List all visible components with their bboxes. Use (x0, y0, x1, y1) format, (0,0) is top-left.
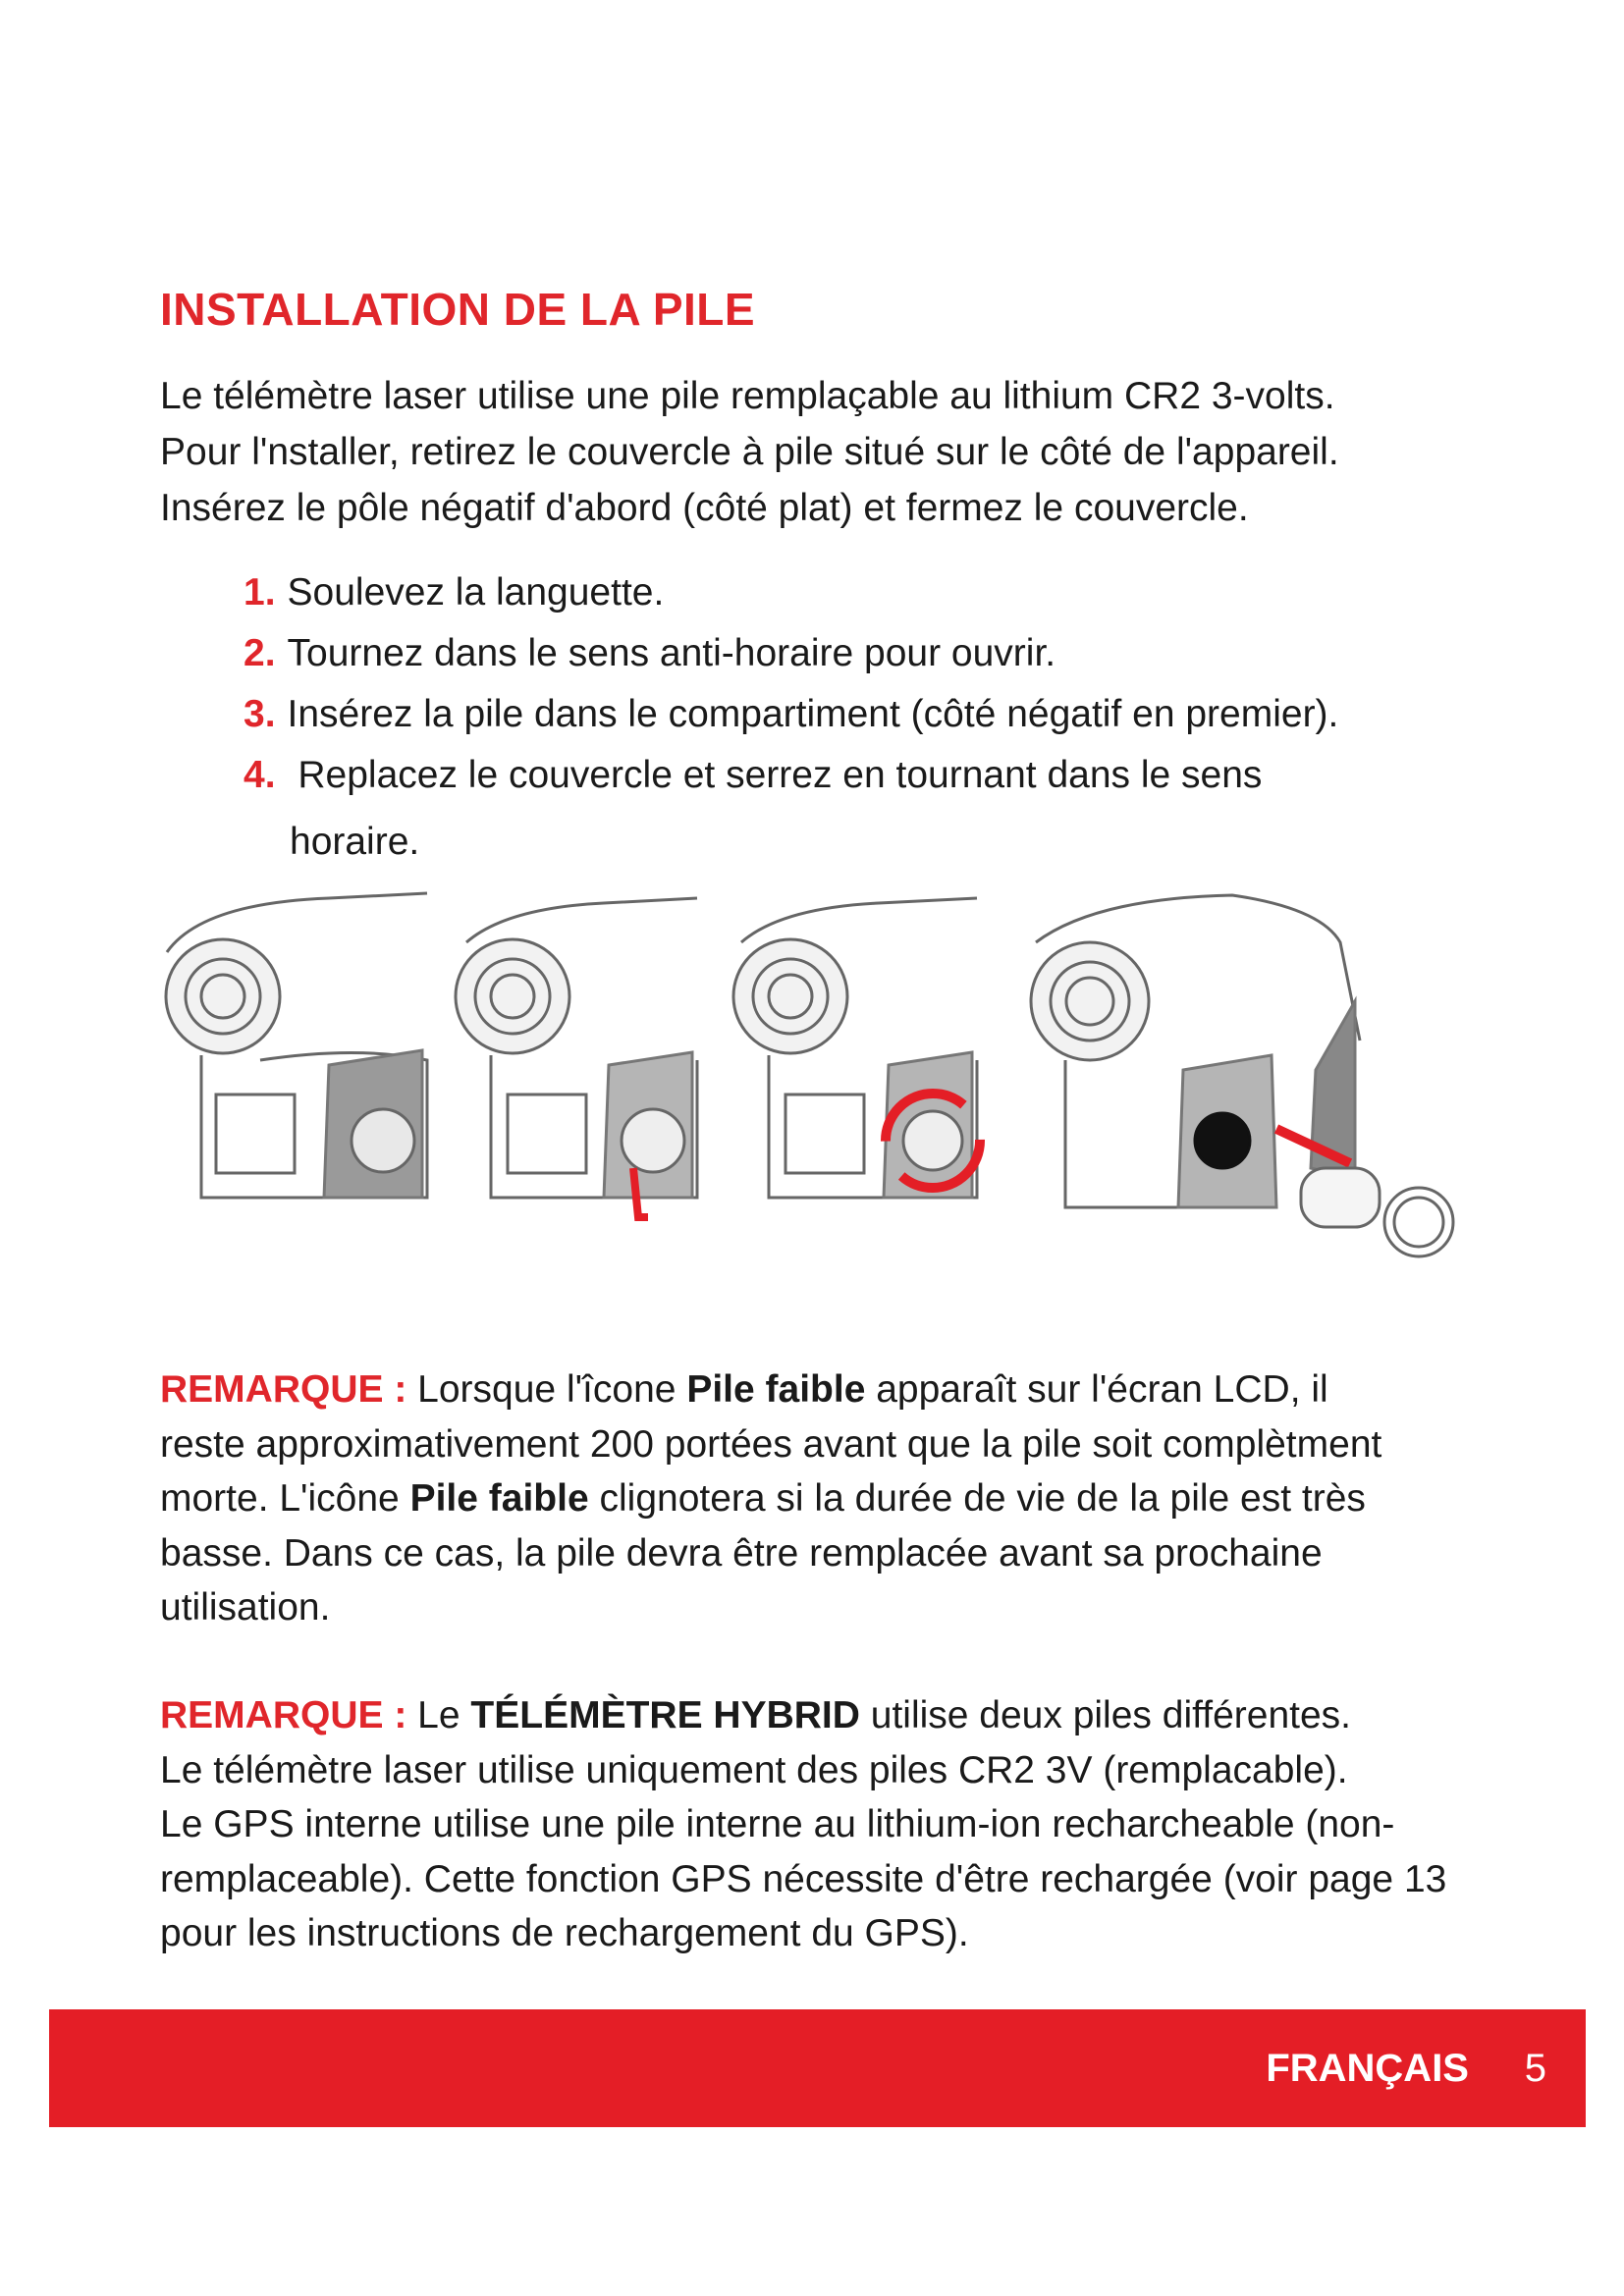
note-emphasis: Pile faible (409, 1477, 589, 1520)
note-emphasis: TÉLÉMÈTRE HYBRID (470, 1694, 860, 1736)
step-text: Insérez la pile dans le compartiment (côté négatif en premier). (287, 693, 1339, 735)
page-title: INSTALLATION DE LA PILE (160, 284, 756, 335)
step-item (244, 562, 1471, 623)
step-4-device-drawing (1031, 895, 1453, 1256)
note-label: REMARQUE : (160, 1368, 407, 1411)
step-number: 4. (244, 754, 276, 796)
note-line (160, 1688, 1495, 1743)
intro-paragraph (160, 368, 1476, 536)
note-line: utilisation. (160, 1586, 331, 1629)
intro-line: Pour l'nstaller, retirez le couvercle à pile situé sur le côté de l'appareil. (160, 431, 1339, 473)
note-text: morte. L'icône (160, 1477, 410, 1520)
intro-line: Insérez le pôle négatif d'abord (côté plat) et fermez le couvercle. (160, 487, 1249, 529)
note-text: Le (406, 1694, 471, 1736)
step-3-device-drawing (733, 898, 980, 1198)
note-line (160, 1362, 1495, 1417)
note-hybrid-batteries (160, 1688, 1495, 1961)
steps-list (244, 562, 1471, 873)
note-label: REMARQUE : (160, 1694, 407, 1736)
note-line (160, 1471, 1495, 1526)
battery-installation-illustration (162, 883, 1478, 1315)
step-text: Replacez le couvercle et serrez en tournant dans le sens (287, 754, 1263, 796)
note-low-battery (160, 1362, 1495, 1635)
step-item (244, 623, 1471, 684)
footer-bar (49, 2009, 1586, 2127)
note-line: basse. Dans ce cas, la pile devra être remplacée avant sa prochaine (160, 1531, 1323, 1575)
note-line: remplaceable). Cette fonction GPS nécessite d'être rechargée (voir page 13 (160, 1857, 1447, 1900)
note-line: reste approximativement 200 portées avant que la pile soit complètment (160, 1422, 1382, 1466)
note-line: Le GPS interne utilise une pile interne au lithium-ion recharcheable (non- (160, 1803, 1395, 1845)
step-text: Tournez dans le sens anti-horaire pour ouvrir. (287, 632, 1056, 674)
note-line: pour les instructions de rechargement du GPS). (160, 1912, 969, 1954)
step-number: 1. (244, 571, 276, 614)
step-1-device-drawing (166, 893, 427, 1198)
footer-language: FRANÇAIS (1266, 2047, 1469, 2090)
note-emphasis: Pile faible (686, 1368, 866, 1411)
step-2-device-drawing (456, 898, 697, 1217)
step-item (244, 684, 1471, 745)
step-continuation: horaire. (290, 821, 420, 863)
intro-line: Le télémètre laser utilise une pile remplaçable au lithium CR2 3-volts. (160, 375, 1335, 417)
note-text: apparaît sur l'écran LCD, il (865, 1368, 1328, 1411)
step-text: Soulevez la languette. (287, 571, 665, 614)
step-number: 3. (244, 693, 276, 735)
step-number: 2. (244, 632, 276, 674)
step-item (244, 745, 1471, 873)
note-text: clignotera si la durée de vie de la pile est très (588, 1477, 1366, 1520)
note-text: Lorsque l'îcone (406, 1368, 687, 1411)
note-text: utilise deux piles différentes. (859, 1694, 1351, 1736)
page-number: 5 (1524, 2047, 1546, 2090)
note-line: Le télémètre laser utilise uniquement des piles CR2 3V (remplacable). (160, 1748, 1348, 1791)
